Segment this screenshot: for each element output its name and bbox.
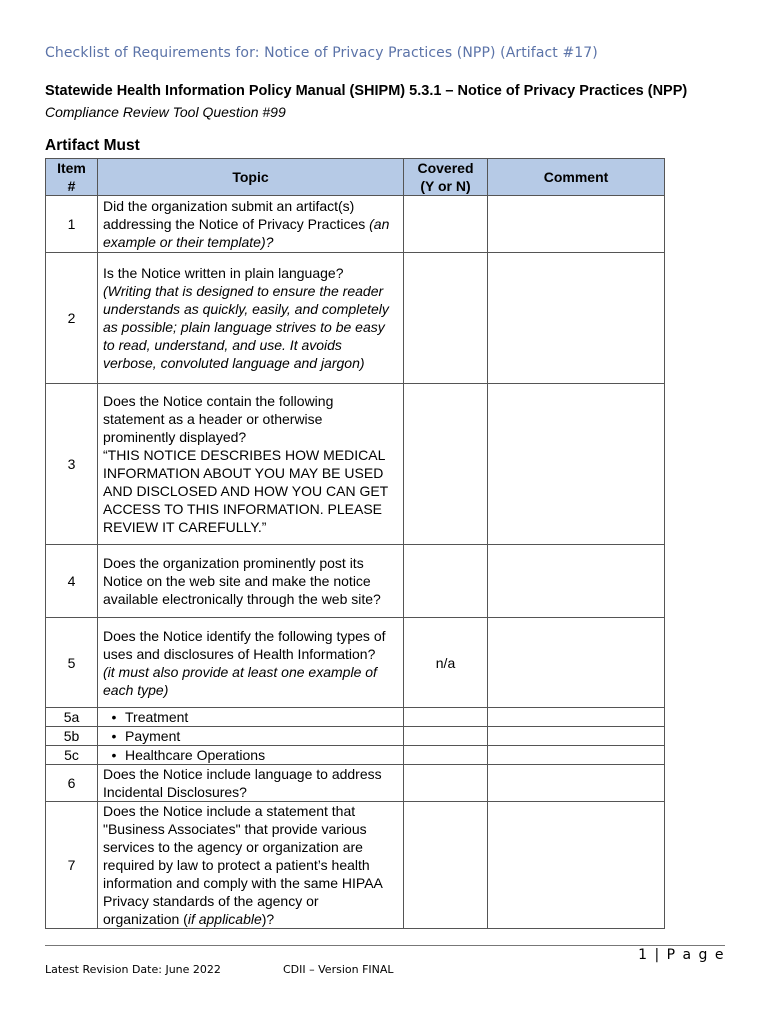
row-covered (404, 708, 488, 727)
header-covered-line1: Covered (417, 160, 474, 176)
document-subtitle: Compliance Review Tool Question #99 (45, 104, 286, 120)
row-topic (98, 727, 404, 746)
row-number: 6 (46, 765, 98, 802)
row-number: 5 (46, 618, 98, 708)
row-comment (488, 802, 665, 929)
table-header-row (46, 159, 665, 196)
row-topic (98, 708, 404, 727)
row-topic (98, 802, 404, 929)
row-topic-italic: (Writing that is designed to ensure the reader understands as quickly, easily, and completely as possible; plain language strives to be easy to read, understand, and use. It avoids verbose, convoluted language and jargon) (103, 283, 389, 371)
row-topic: Does the Notice include language to address Incidental Disclosures? (98, 765, 404, 802)
row-number: 3 (46, 384, 98, 545)
row-comment (488, 765, 665, 802)
row-topic (98, 196, 404, 253)
row-number: 5c (46, 746, 98, 765)
header-covered-line2: (Y or N) (420, 178, 471, 194)
row-topic-italic: (an example or their template)? (103, 216, 390, 250)
row-covered (404, 384, 488, 545)
table-row (46, 384, 665, 545)
row-comment (488, 618, 665, 708)
table-row (46, 727, 665, 746)
row-topic (98, 384, 404, 545)
revision-date: Latest Revision Date: June 2022 (45, 963, 221, 976)
version-label: CDII – Version FINAL (283, 963, 394, 976)
row-number: 2 (46, 253, 98, 384)
row-comment (488, 708, 665, 727)
row-covered (404, 545, 488, 618)
document-title: Statewide Health Information Policy Manual (SHIPM) 5.3.1 – Notice of Privacy Practices (NPP) (45, 83, 688, 99)
bullet-icon: • (111, 709, 117, 725)
row-covered: n/a (404, 618, 488, 708)
row-topic-text: Does the Notice include a statement that "Business Associates" that provide various services to the agency or organization are required by law to protect a patient’s health information and comply with the same HIPAA Privacy standards of the agency or organization ( (103, 803, 383, 927)
row-topic-text: Does the Notice contain the following statement as a header or otherwise prominently displayed? (103, 393, 334, 445)
row-number: 4 (46, 545, 98, 618)
row-topic-text: Is the Notice written in plain language? (103, 265, 344, 281)
row-topic-text: Healthcare Operations (125, 747, 266, 763)
row-topic: Does the organization prominently post its Notice on the web site and make the notice available electronically through the web site? (98, 545, 404, 618)
row-comment (488, 384, 665, 545)
table-row (46, 196, 665, 253)
footer-divider (45, 945, 725, 946)
row-topic-italic: if applicable (187, 911, 262, 927)
row-number: 7 (46, 802, 98, 929)
row-topic-statement: “THIS NOTICE DESCRIBES HOW MEDICAL INFORMATION ABOUT YOU MAY BE USED AND DISCLOSED AND HOW YOU CAN GET ACCESS TO THIS INFORMATION. PLEASE REVIEW IT CAREFULLY.” (103, 447, 388, 535)
row-covered (404, 727, 488, 746)
row-number: 1 (46, 196, 98, 253)
row-covered (404, 802, 488, 929)
table-row (46, 618, 665, 708)
header-comment: Comment (488, 159, 665, 196)
row-covered (404, 253, 488, 384)
row-comment (488, 746, 665, 765)
header-item-line1: Item (57, 160, 86, 176)
row-topic-text: Does the Notice identify the following types of uses and disclosures of Health Information? (103, 627, 386, 662)
bullet-icon: • (111, 747, 117, 763)
table-row (46, 746, 665, 765)
row-comment (488, 545, 665, 618)
row-topic (98, 618, 404, 708)
bullet-icon: • (111, 728, 117, 744)
row-topic-italic: (it must also provide at least one example of each type) (103, 663, 377, 698)
header-item (46, 159, 98, 196)
section-heading: Artifact Must (45, 137, 140, 154)
row-covered (404, 746, 488, 765)
row-comment (488, 196, 665, 253)
row-covered (404, 765, 488, 802)
row-comment (488, 727, 665, 746)
page-number: 1 | P a g e (638, 947, 725, 963)
row-topic (98, 746, 404, 765)
header-item-line2: # (67, 178, 76, 194)
table-row (46, 802, 665, 929)
row-covered (404, 196, 488, 253)
header-covered (404, 159, 488, 196)
table-row (46, 253, 665, 384)
row-number: 5a (46, 708, 98, 727)
row-topic (98, 253, 404, 384)
table-row (46, 545, 665, 618)
row-topic-text: Payment (125, 728, 181, 744)
table-row (46, 708, 665, 727)
row-number: 5b (46, 727, 98, 746)
row-topic-text: Treatment (125, 709, 189, 725)
row-comment (488, 253, 665, 384)
header-topic: Topic (98, 159, 404, 196)
row-topic-text-end: )? (261, 911, 275, 927)
table-row (46, 765, 665, 802)
checklist-table (45, 158, 665, 929)
document-header: Checklist of Requirements for: Notice of Privacy Practices (NPP) (Artifact #17) (45, 45, 598, 61)
row-topic-text: Did the organization submit an artifact(s) addressing the Notice of Privacy Practices (103, 198, 366, 232)
